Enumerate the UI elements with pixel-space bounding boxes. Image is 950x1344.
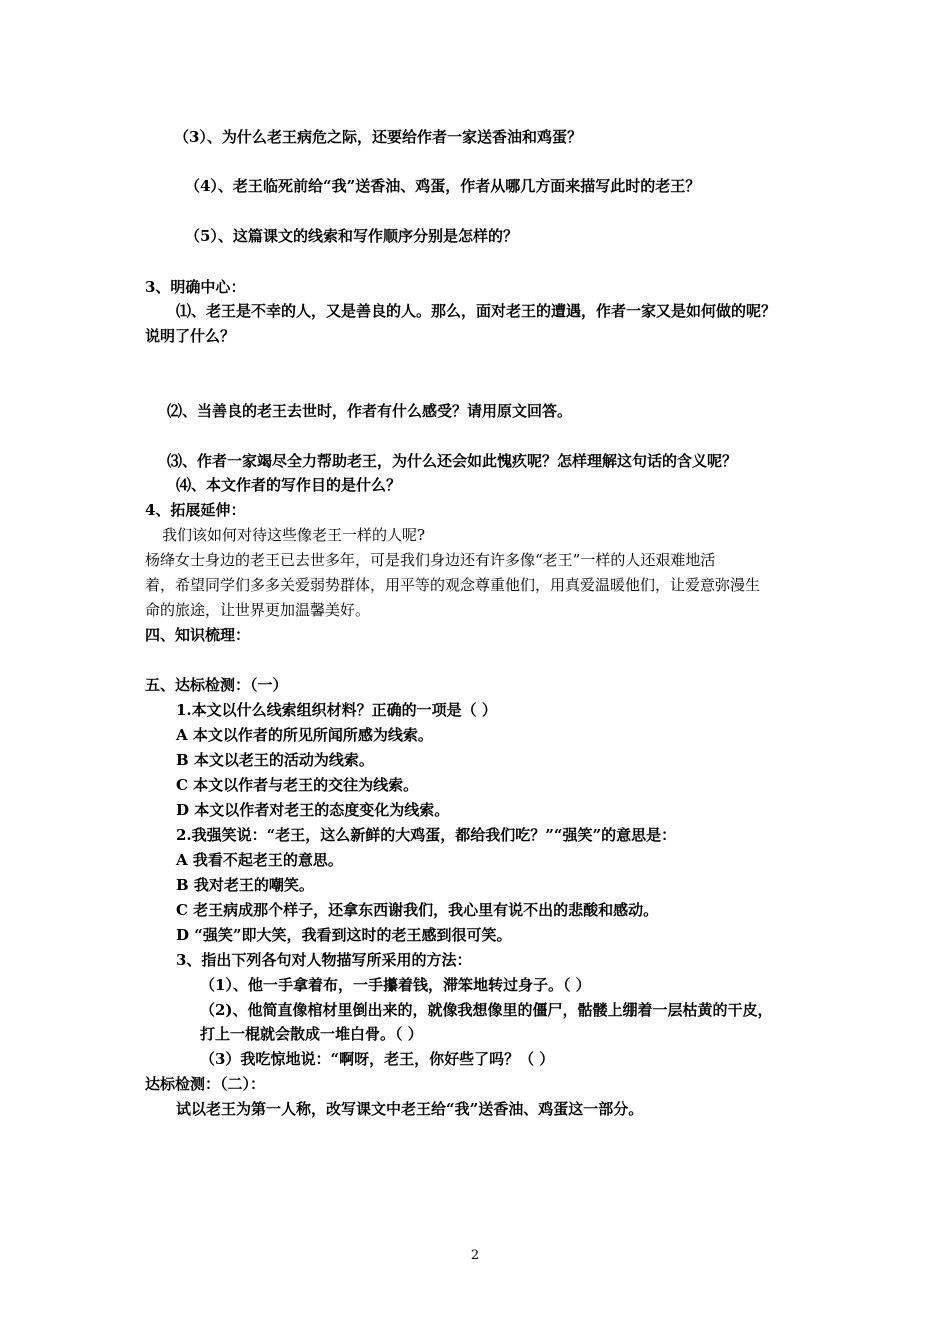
page-number: 2 bbox=[470, 1248, 480, 1263]
test-question-1: 1.本文以什么线索组织材料？正确的一项是（ ） bbox=[176, 701, 497, 719]
theme-question-4: ⑷、本文作者的写作目的是什么？ bbox=[176, 476, 402, 494]
section-heading-extension: 4、拓展延伸： bbox=[145, 501, 246, 519]
test-question-2: 2.我强笑说：“老王，这么新鲜的大鸡蛋，都给我们吃？”“强笑”的意思是： bbox=[176, 826, 677, 844]
test-question-3: 3、指出下列各句对人物描写所采用的方法： bbox=[176, 951, 472, 969]
test-question-1-option-d: D 本文以作者对老王的态度变化为线索。 bbox=[176, 801, 450, 819]
extension-paragraph-line-2: 着，希望同学们多多关爱弱势群体，用平等的观念尊重他们，用真爱温暖他们，让爱意弥漫生 bbox=[145, 576, 761, 594]
test-question-2-option-a: A 我看不起老王的意思。 bbox=[176, 851, 343, 869]
test-question-3-item-3: （3）我吃惊地说：“啊呀，老王，你好些了吗？（ ） bbox=[200, 1050, 555, 1068]
question-4: （4）、老王临死前给“我”送香油、鸡蛋，作者从哪几方面来描写此时的老王？ bbox=[185, 177, 701, 195]
theme-question-1: ⑴、老王是不幸的人，又是善良的人。那么，面对老王的遭遇，作者一家又是如何做的呢？ bbox=[176, 302, 777, 320]
theme-question-2: ⑵、当善良的老王去世时，作者有什么感受？请用原文回答。 bbox=[167, 402, 573, 420]
test-question-2-option-b: B 我对老王的嘲笑。 bbox=[176, 876, 314, 894]
extension-paragraph-line-1: 杨绛女士身边的老王已去世多年，可是我们身边还有许多像“老王”一样的人还艰难地活 bbox=[145, 551, 716, 569]
question-3: （3）、为什么老王病危之际，还要给作者一家送香油和鸡蛋？ bbox=[174, 128, 582, 146]
theme-question-1-cont: 说明了什么？ bbox=[145, 327, 236, 345]
extension-paragraph-line-3: 命的旅途，让世界更加温馨美好。 bbox=[145, 601, 371, 619]
section-heading-knowledge: 四、知识梳理： bbox=[145, 626, 251, 644]
section-heading-test-2: 达标检测：（二）： bbox=[145, 1075, 266, 1093]
test-question-3-item-2: （2)、他简直像棺材里倒出来的，就像我想像里的僵尸，骷髅上绷着一层枯黄的干皮， bbox=[200, 1001, 773, 1019]
extension-question: 我们该如何对待这些像老王一样的人呢? bbox=[162, 526, 426, 544]
test-question-2-option-d: D “强笑”即大笑，我看到这时的老王感到很可笑。 bbox=[176, 926, 512, 944]
test-question-1-option-a: A 本文以作者的所见所闻所感为线索。 bbox=[176, 726, 433, 744]
test-question-2-option-c: C 老王病成那个样子，还拿东西谢我们，我心里有说不出的悲酸和感动。 bbox=[176, 901, 659, 919]
section-heading-clarify-theme: 3、明确中心： bbox=[145, 278, 246, 296]
section-heading-test-1: 五、达标检测：（一） bbox=[145, 676, 288, 694]
test-question-1-option-b: B 本文以老王的活动为线索。 bbox=[176, 751, 374, 769]
question-5: （5）、这篇课文的线索和写作顺序分别是怎样的？ bbox=[185, 227, 518, 245]
theme-question-3: ⑶、作者一家竭尽全力帮助老王，为什么还会如此愧疚呢？怎样理解这句话的含义呢？ bbox=[167, 452, 738, 470]
test-question-1-option-c: C 本文以作者与老王的交往为线索。 bbox=[176, 776, 419, 794]
test-question-3-item-1: （1）、他一手拿着布，一手攥着钱，滞笨地转过身子。（ ） bbox=[200, 976, 591, 994]
test-2-task: 试以老王为第一人称，改写课文中老王给“我”送香油、鸡蛋这一部分。 bbox=[176, 1100, 644, 1118]
test-question-3-item-2-cont: 打上一棍就会散成一堆白骨。（ ） bbox=[200, 1025, 423, 1043]
